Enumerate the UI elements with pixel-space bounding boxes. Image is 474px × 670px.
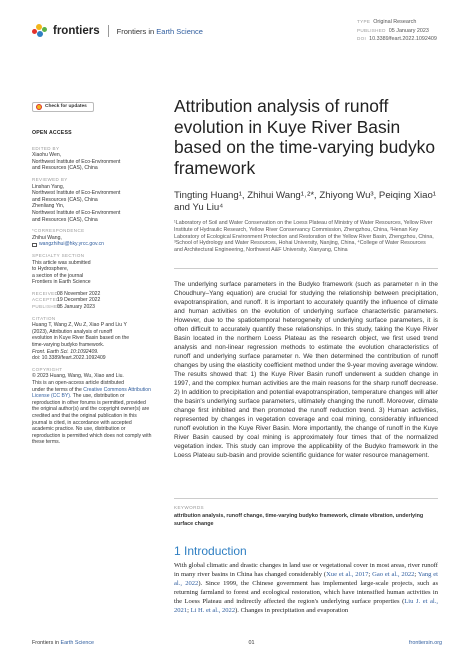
citation-link[interactable]: Gao et al., 2022 xyxy=(372,570,415,578)
affiliations: ¹Laboratory of Soil and Water Conservation on the Loess Plateau of Ministry of Water Resources, Yellow River Institute of Hydraulic Research, Yellow River Conservancy Commission, Zhengzhou, China, ²Henan Key Laboratory of Ecological Environment Protection and Restoration of the Yellow River Basin, Zhengzhou, China, ³School of Hydrology and Water Resources, Hohai University, Nanjing, China, ⁴College of Water Resources and Architectural Engineering, Northwest A&F University, Xianyang, China xyxy=(174,220,434,254)
correspondence: *CORRESPONDENCE Zhihui Wang, wangzhihui@hky.yrcc.gov.cn xyxy=(32,228,105,248)
brand-name: frontiers xyxy=(53,25,100,37)
article-title: Attribution analysis of runoff evolution in Kuye River Basin based on the time-varying budyko framework xyxy=(174,96,436,178)
logo-divider xyxy=(108,25,109,37)
page-footer xyxy=(32,640,442,646)
copyright: COPYRIGHT © 2023 Huang, Wang, Wu, Xiao and Liu. This is an open-access article distributed under the terms of the Creative Commons Attribution License (CC BY). The use, distribution or reproduction in other forums is permitted, provided the original author(s) and the copyright owner(s) are credited and that the original publication in this journal is cited, in accordance with accepted academic practice. No use, distribution or reproduction is permitted which does not comply with these terms. xyxy=(32,366,152,446)
abstract: The underlying surface parameters in the Budyko framework (such as parameter n in the Choudhury–Yang equation) are crucial for studying the relationship between precipitation, evapotranspiration, and runoff. It is important to accurately quantify the influence of climate and human activities on the evolution of underlying surface characteristic parameters. However, due to the spatiotemporal heterogeneity of underlying surface parameters, it is often difficult to accurately quantify these relationships. In this study, taking the Kuye River Basin located in the northern Loess Plateau as the research object, we first used trend analysis and non-linear regression methods to estimate the evolution characteristics of runoff and underlying surface parameter n. We then determined the contribution of runoff changes by using the elasticity coefficient method under the 9-year moving average window. The results showed that: 1) the Kuye River Basin runoff underwent a sudden change in 1997, and the complex human activities are the main reasons for the sharp runoff decrease. 2) In addition to precipitation and potential evapotranspiration, temperature changes will alter the basin's underlying surface parameters, ultimately changing the runoff. Moreover, climate change first inhibited and then promoted the runoff reduction trend. 3) Human activities, represented by changes in vegetation coverage and coal mining, considerably influenced runoff evolution in the Kuye River Basin. More importantly, the change of runoff in the Kuye River Basin caused by coal mining is approximately four times that of the normalized vegetation index. This study can improve the applicability of the Budyko framework in the Loess Plateau sub-basin and provide scientific guidance for water resource management. xyxy=(174,281,438,459)
correspondence-email-link[interactable]: wangzhihui@hky.yrcc.gov.cn xyxy=(39,241,105,248)
introduction-text: With global climatic and drastic changes in land use or vegetational cover in most areas, river runoff in many river basins in China has changed considerably (Xue et al., 2017; Gao et al., 2022; Yang et al., 2022). Since 1999, the Chinese government has implemented large-scale projects, such as returning farmland to forest and ecological restoration, which have intensified human activities in the Loess Plateau and indirectly affected the region's underlying surface properties (Liu J. et al., 2021; Li H. et al., 2022). Changes in precipitation and evaporation xyxy=(174,562,438,614)
specialty-section: SPECIALTY SECTION This article was submitted to Hydrosphere, a section of the journal Frontiers in Earth Science xyxy=(32,252,91,286)
frontiers-logo-icon xyxy=(32,24,48,38)
page-number: 01 xyxy=(248,640,255,646)
doi: 10.3389/feart.2022.1092409 xyxy=(369,36,437,43)
footer-site-link[interactable]: frontiersin.org xyxy=(409,640,442,646)
section-title-introduction: 1 Introduction xyxy=(174,544,247,558)
page-header xyxy=(0,0,474,58)
citation-link[interactable]: Yang et al., 2022 xyxy=(174,570,438,587)
article-header xyxy=(174,96,436,254)
divider-bottom xyxy=(174,498,438,499)
citation-link[interactable]: Li H. et al., 2022 xyxy=(190,606,236,614)
published-date: 05 January 2023 xyxy=(388,27,429,34)
dates: RECEIVED 08 November 2022 ACCEPTED 19 December 2022 PUBLISHED 05 January 2023 xyxy=(32,290,101,311)
check-updates-icon xyxy=(36,104,42,110)
edited-by: EDITED BY Xiaohu Wen, Northwest Institute of Eco-Environment and Resources (CAS), China xyxy=(32,145,121,172)
article-sidebar xyxy=(32,102,152,451)
citation-link[interactable]: Liu J. et al., 2021 xyxy=(174,597,438,614)
frontiers-logo[interactable] xyxy=(32,24,203,38)
author-list: Tingting Huang¹, Zhihui Wang¹˒²*, Zhiyong Wu³, Peiqing Xiao¹ and Yu Liu⁴ xyxy=(174,190,436,213)
article-type: Original Research xyxy=(373,19,417,25)
article-meta: TYPE Original Research PUBLISHED 05 January 2023 DOI 10.3389/feart.2022.1092409 xyxy=(357,19,437,43)
check-for-updates-button[interactable]: Check for updates xyxy=(32,102,94,112)
open-access-label: OPEN ACCESS xyxy=(32,130,72,136)
journal-name: Frontiers in Earth Science xyxy=(116,26,203,36)
keywords: KEYWORDS attribution analysis, runoff change, time-varying budyko framework, climate vibration, underlying surface change xyxy=(174,505,424,527)
divider-top xyxy=(174,268,438,269)
footer-journal: Frontiers in Earth Science xyxy=(32,640,95,646)
cc-by-license-link[interactable]: Creative Commons Attribution License (CC BY). xyxy=(32,386,151,400)
citation-link[interactable]: Xue et al., 2017 xyxy=(326,570,369,578)
citation: CITATION Huang T, Wang Z, Wu Z, Xiao P and Liu Y (2023), Attribution analysis of runoff evolution in Kuye River Basin based on the time-varying budyko framework. Front. Earth Sci. 10:1092409. doi: 10.3389/feart.2022.1092409 xyxy=(32,315,130,362)
reviewed-by: REVIEWED BY Linshan Yang, Northwest Institute of Eco-Environment and Resources (CAS), China Zhenliang Yin, Northwest Institute of Eco-Environment and Resources (CAS), China xyxy=(32,176,121,223)
envelope-icon xyxy=(32,243,37,247)
